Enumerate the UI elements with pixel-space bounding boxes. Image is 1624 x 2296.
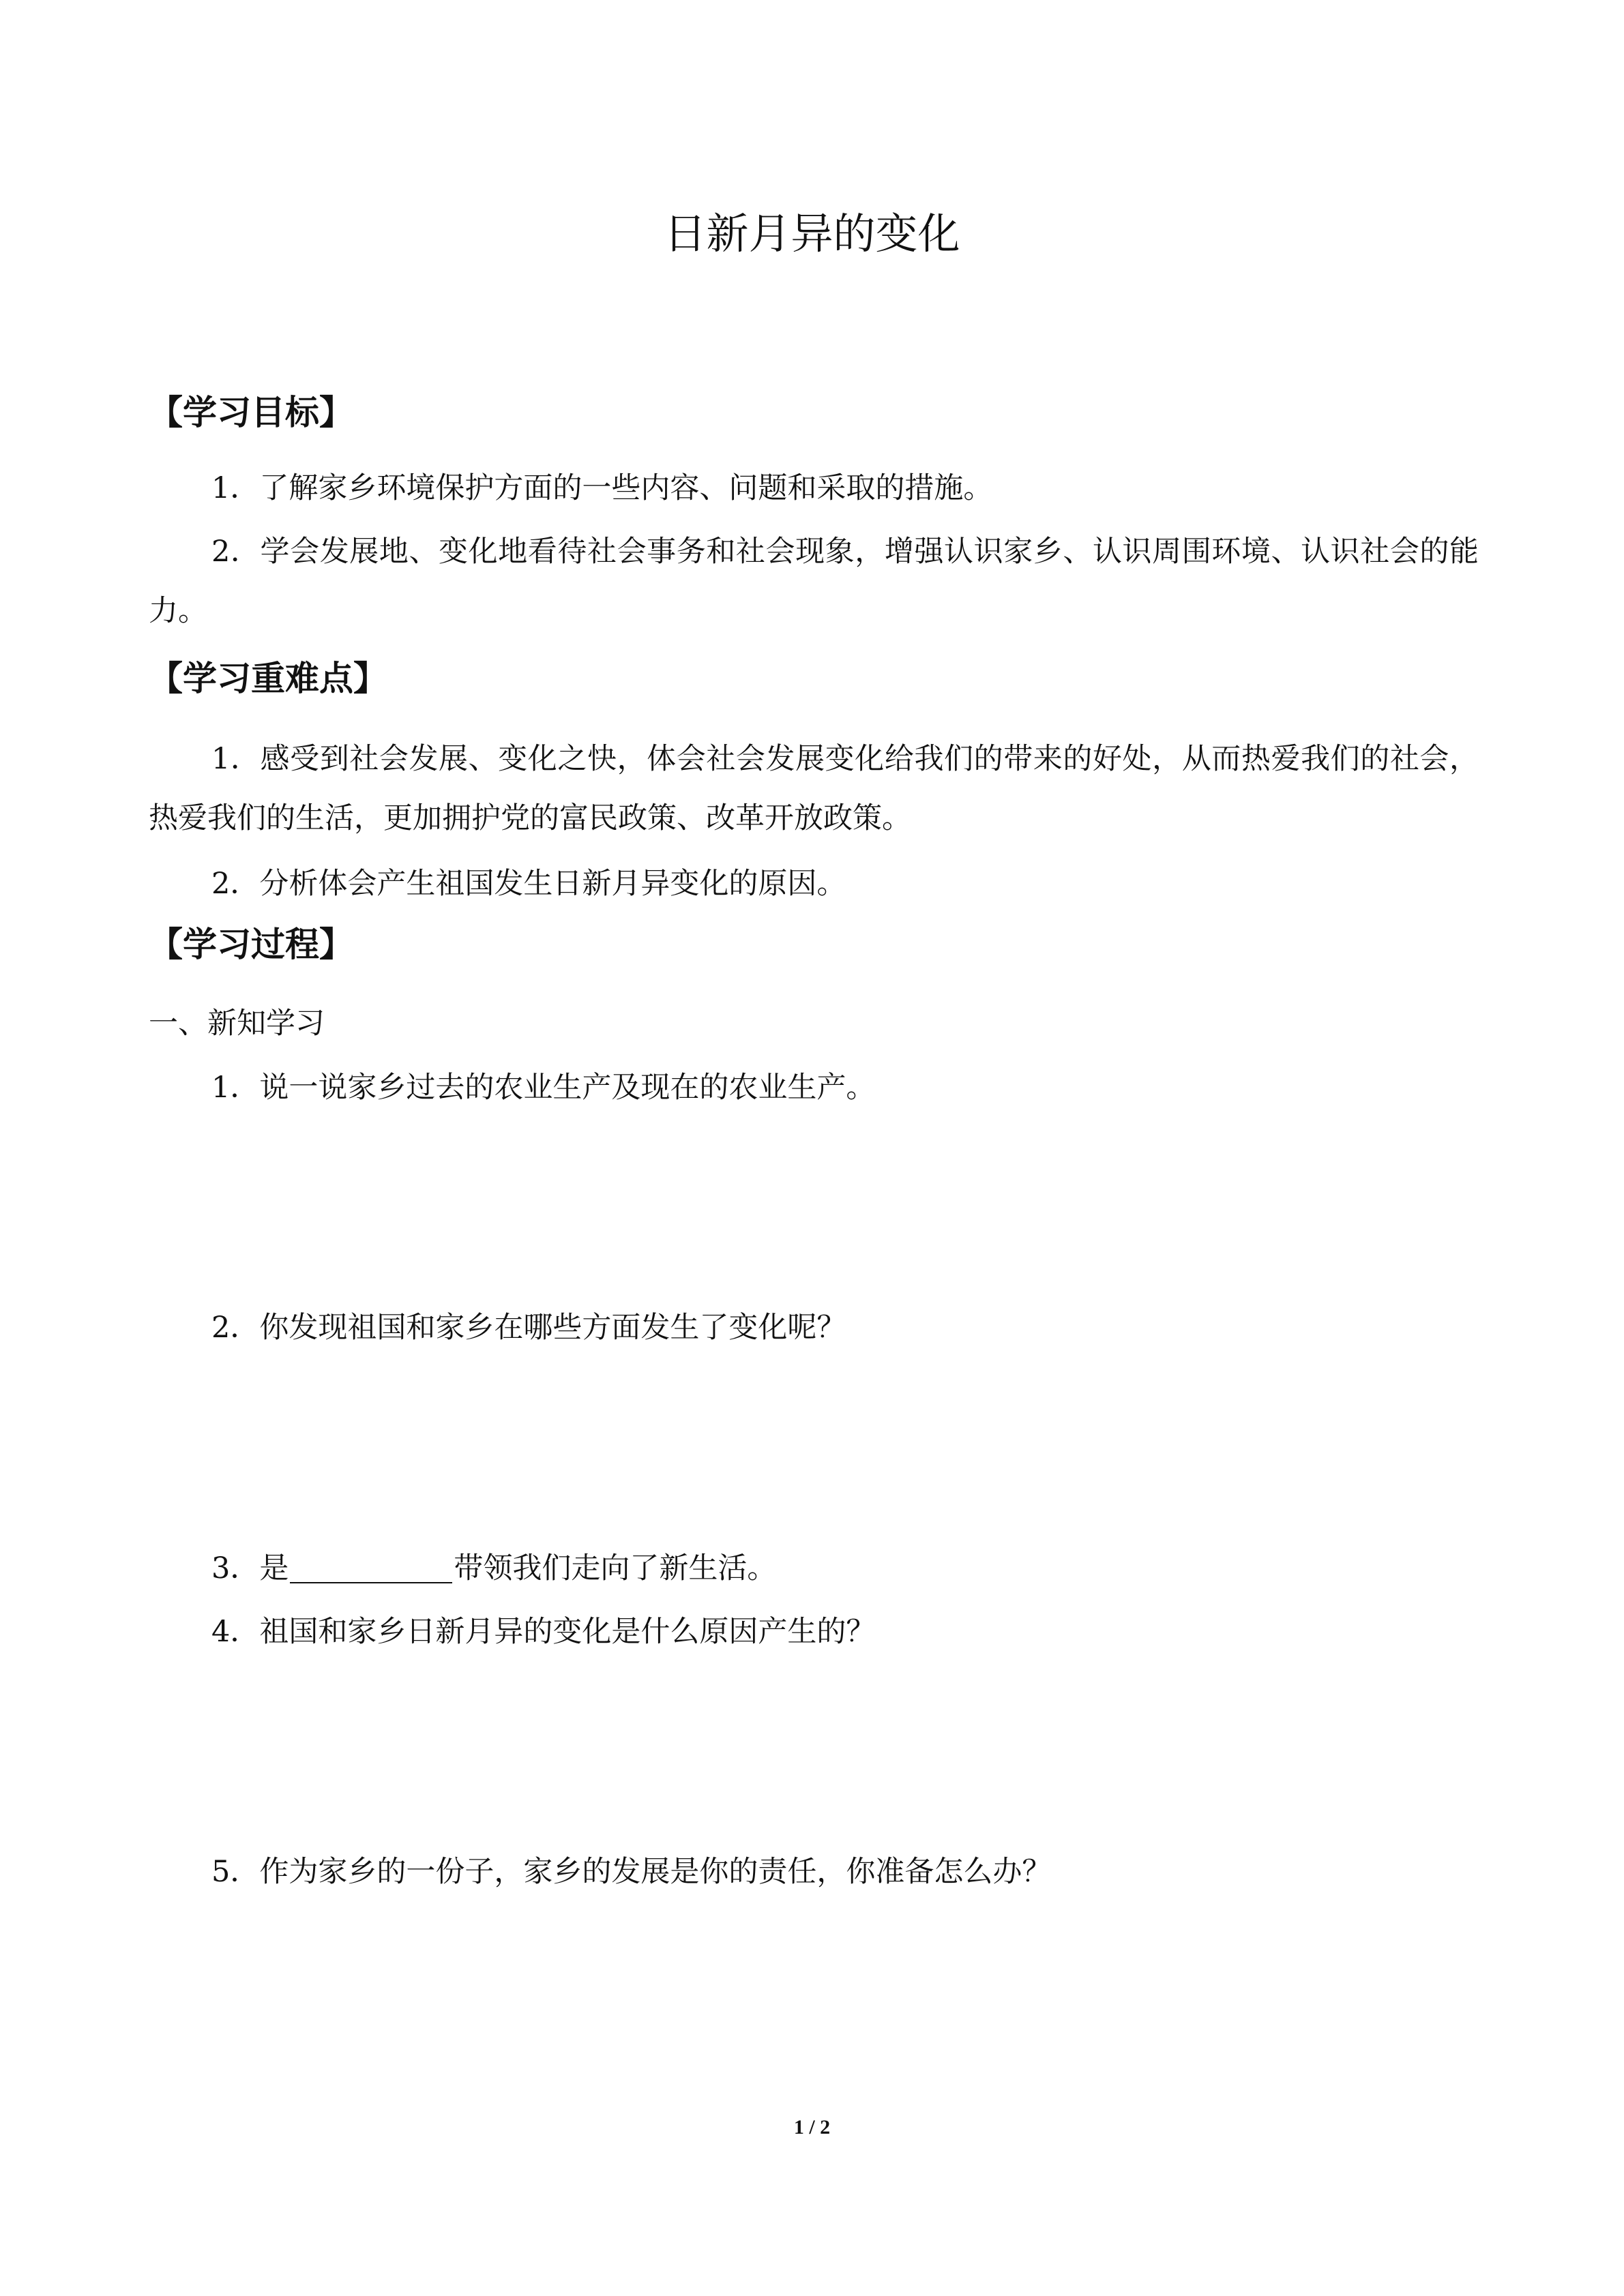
- key-point-item-2: 2．分析体会产生祖国发生日新月异变化的原因。: [211, 867, 846, 901]
- answer-space-1[interactable]: [149, 1118, 1479, 1296]
- question-4: 4．祖国和家乡日新月异的变化是什么原因产生的？: [211, 1615, 876, 1649]
- objective-item-2: 2．学会发展地、变化地看待社会事务和社会现象，增强认识家乡、认识周围环境、认识社会的能力。: [149, 535, 1479, 628]
- fill-in-blank[interactable]: [290, 1582, 452, 1583]
- question-5: 5．作为家乡的一份子，家乡的发展是你的责任，你准备怎么办？: [211, 1855, 1052, 1889]
- section-heading-objectives: 【学习目标】: [149, 393, 353, 432]
- section-heading-key-points: 【学习重难点】: [149, 659, 387, 698]
- page-title: 日新月异的变化: [664, 209, 960, 258]
- question-3-prefix: 3．是: [211, 1551, 289, 1585]
- section-heading-process: 【学习过程】: [149, 925, 353, 964]
- key-point-item-1: 1．感受到社会发展、变化之快，体会社会发展变化给我们的带来的好处，从而热爱我们的社会，热爱我们的生活，更加拥护党的富民政策、改革开放政策。: [149, 742, 1479, 835]
- question-2: 2．你发现祖国和家乡在哪些方面发生了变化呢？: [211, 1311, 846, 1345]
- question-3: [211, 1545, 776, 1592]
- answer-space-4[interactable]: [149, 1663, 1479, 1840]
- answer-space-2[interactable]: [149, 1358, 1479, 1536]
- question-1: 1．说一说家乡过去的农业生产及现在的农业生产。: [211, 1071, 876, 1105]
- question-3-suffix: 带领我们走向了新生活。: [454, 1551, 777, 1585]
- process-subheading: 一、新知学习: [149, 1007, 325, 1041]
- objective-item-1: 1．了解家乡环境保护方面的一些内容、问题和采取的措施。: [211, 471, 993, 505]
- answer-space-5[interactable]: [149, 1903, 1479, 2080]
- page-number: 1 / 2: [793, 2116, 831, 2138]
